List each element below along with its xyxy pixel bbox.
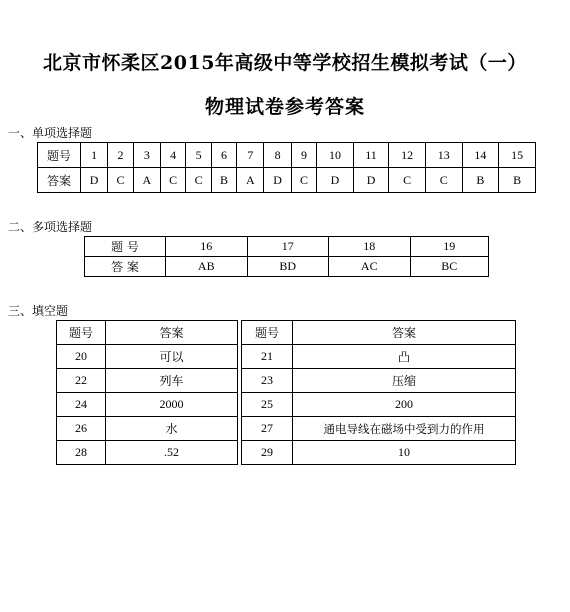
- question-number: 2: [108, 143, 133, 168]
- question-number: 22: [57, 369, 106, 393]
- column-header-answer: 答案: [106, 321, 238, 345]
- column-header-number: 题号: [242, 321, 293, 345]
- question-number: 23: [242, 369, 293, 393]
- answer-cell: 可以: [106, 345, 238, 369]
- answer-cell: D: [353, 168, 388, 193]
- table-row: [57, 417, 238, 441]
- question-number: 26: [57, 417, 106, 441]
- question-number: 20: [57, 345, 106, 369]
- multiple-choice-table: [84, 236, 489, 277]
- question-number: 12: [389, 143, 426, 168]
- answer-cell: 水: [106, 417, 238, 441]
- section-heading-fill-blank: 三、填空题: [8, 304, 69, 318]
- answer-cell: A: [133, 168, 160, 193]
- answer-cell: 2000: [106, 393, 238, 417]
- question-number: 19: [410, 237, 489, 257]
- table-row: [242, 345, 516, 369]
- table-row: [57, 369, 238, 393]
- question-number: 13: [425, 143, 462, 168]
- answer-cell: AC: [329, 257, 411, 277]
- answer-cell: B: [499, 168, 536, 193]
- question-number: 24: [57, 393, 106, 417]
- table-header-row: [57, 321, 238, 345]
- table-header-row: [242, 321, 516, 345]
- row-header-number: 题 号: [85, 237, 166, 257]
- question-number: 1: [81, 143, 108, 168]
- single-choice-answer-row: [38, 168, 536, 193]
- answer-cell: C: [425, 168, 462, 193]
- answer-cell: 通电导线在磁场中受到力的作用: [293, 417, 516, 441]
- answer-cell: 列车: [106, 369, 238, 393]
- question-number: 28: [57, 441, 106, 465]
- answer-cell: A: [237, 168, 264, 193]
- question-number: 21: [242, 345, 293, 369]
- answer-cell: C: [186, 168, 211, 193]
- question-number: 4: [160, 143, 185, 168]
- question-number: 6: [211, 143, 236, 168]
- answer-cell: .52: [106, 441, 238, 465]
- question-number: 9: [291, 143, 316, 168]
- row-header-number: 题号: [38, 143, 81, 168]
- section-heading-single-choice: 一、单项选择题: [8, 126, 93, 140]
- question-number: 11: [353, 143, 388, 168]
- answer-cell: 凸: [293, 345, 516, 369]
- table-row: [57, 441, 238, 465]
- question-number: 15: [499, 143, 536, 168]
- question-number: 8: [264, 143, 291, 168]
- question-number: 5: [186, 143, 211, 168]
- question-number: 7: [237, 143, 264, 168]
- question-number: 16: [166, 237, 248, 257]
- single-choice-table: [37, 142, 536, 193]
- question-number: 10: [317, 143, 354, 168]
- answer-cell: B: [211, 168, 236, 193]
- page-subtitle: 物理试卷参考答案: [204, 96, 365, 118]
- answer-cell: BC: [410, 257, 489, 277]
- row-header-answer: 答案: [38, 168, 81, 193]
- question-number: 27: [242, 417, 293, 441]
- question-number: 29: [242, 441, 293, 465]
- answer-cell: 200: [293, 393, 516, 417]
- column-header-number: 题号: [57, 321, 106, 345]
- answer-cell: C: [291, 168, 316, 193]
- answer-cell: BD: [247, 257, 329, 277]
- section-heading-multiple-choice: 二、多项选择题: [8, 220, 93, 234]
- table-row: [242, 417, 516, 441]
- answer-cell: B: [462, 168, 499, 193]
- answer-cell: C: [160, 168, 185, 193]
- column-header-answer: 答案: [293, 321, 516, 345]
- table-row: [242, 441, 516, 465]
- single-choice-number-row: [38, 143, 536, 168]
- answer-cell: 压缩: [293, 369, 516, 393]
- table-row: [242, 369, 516, 393]
- page-title: 北京市怀柔区2015年高级中等学校招生模拟考试（一）: [43, 52, 527, 74]
- table-row: [242, 393, 516, 417]
- answer-cell: AB: [166, 257, 248, 277]
- answer-cell: D: [317, 168, 354, 193]
- question-number: 17: [247, 237, 329, 257]
- fill-blank-table-right: [241, 320, 516, 465]
- question-number: 18: [329, 237, 411, 257]
- table-row: [57, 345, 238, 369]
- answer-cell: 10: [293, 441, 516, 465]
- multiple-choice-answer-row: [85, 257, 489, 277]
- table-row: [57, 393, 238, 417]
- answer-cell: D: [81, 168, 108, 193]
- answer-cell: C: [389, 168, 426, 193]
- question-number: 25: [242, 393, 293, 417]
- question-number: 14: [462, 143, 499, 168]
- multiple-choice-number-row: [85, 237, 489, 257]
- fill-blank-table-left: [56, 320, 238, 465]
- question-number: 3: [133, 143, 160, 168]
- answer-cell: C: [108, 168, 133, 193]
- answer-cell: D: [264, 168, 291, 193]
- row-header-answer: 答 案: [85, 257, 166, 277]
